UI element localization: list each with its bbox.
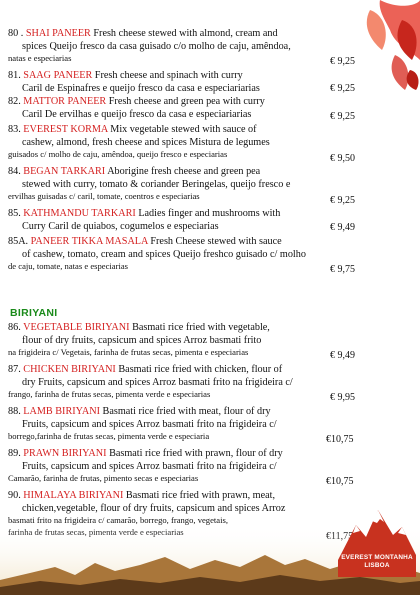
menu-item-number: 85. (8, 208, 21, 219)
menu-item-name: MATTOR PANEER (23, 96, 107, 107)
menu-item-name: EVEREST KORMA (23, 124, 108, 135)
menu-item-price: € 9,75 (330, 264, 355, 275)
menu-item-title-line (8, 28, 278, 40)
menu-item-number: 89. (8, 448, 21, 459)
menu-item-description-line: borrego,farinha de frutas secas, pimenta verde e especiaria (8, 431, 210, 441)
logo-text (340, 554, 414, 570)
menu-item-description: Fresh Cheese stewed with sauce (150, 236, 282, 247)
menu-item-description-line: chicken,vegetable, flour of dry fruits, capsicum and spices Arroz (22, 503, 286, 514)
menu-item-description: Ladies finger and mushrooms with (138, 208, 281, 219)
menu-item-description: Mix vegetable stewed with sauce of (110, 124, 257, 135)
menu-item-name: SAAG PANEER (23, 70, 93, 81)
menu-item-description: Basmati rice fried with prawn, flour of dry (109, 448, 283, 459)
menu-item-name: VEGETABLE BIRIYANI (23, 322, 130, 333)
menu-item-name: CHICKEN BIRIYANI (23, 364, 116, 375)
menu-item-title-line (8, 364, 282, 376)
menu-item-number: 90. (8, 490, 21, 501)
menu-item-name: SHAI PANEER (25, 28, 91, 39)
menu-item-name: PANEER TIKKA MASALA (30, 236, 148, 247)
menu-item-price: € 9,25 (330, 195, 355, 206)
menu-item-description: Basmati rice fried with meat, flour of dry (102, 406, 271, 417)
menu-item-title-line (8, 490, 275, 502)
menu-item-description-line: spices Queijo fresco da casa guisado c/o molho de caju, amêndoa, (22, 41, 291, 52)
section-title-biriyani: BIRIYANI (10, 307, 58, 319)
menu-item-number: 88. (8, 406, 21, 417)
menu-item-title-line (8, 96, 265, 108)
menu-item-title-line (8, 406, 271, 418)
menu-item-name: LAMB BIRIYANI (23, 406, 100, 417)
menu-item-title-line (8, 166, 260, 178)
menu-item-description-line: Fruits, capsicum and spices Arroz basmati frito na frigideira c/ (22, 461, 277, 472)
menu-item-title-line (8, 70, 243, 82)
menu-item-title-line (8, 208, 280, 220)
menu-item-description-line: Curry Caril de quiabos, cogumelos e especiarias (22, 221, 219, 232)
menu-item-description-line: na frigideira c/ Vegetais, farinha de frutas secas, pimenta e especiarias (8, 347, 249, 357)
menu-item-price: € 9,25 (330, 83, 355, 94)
menu-item-number: 84. (8, 166, 21, 177)
menu-item-title-line (8, 236, 282, 248)
menu-item-description-line: stewed with curry, tomato & coriander Beringelas, queijo fresco e (22, 179, 291, 190)
menu-item-price: € 9,95 (330, 392, 355, 403)
menu-item-description: Fresh cheese and spinach with curry (94, 70, 243, 81)
menu-item-name: HIMALAYA BIRIYANI (23, 490, 124, 501)
menu-item-number: 81. (8, 70, 21, 81)
menu-item-description-line: frango, farinha de frutas secas, pimenta verde e especiarias (8, 389, 211, 399)
menu-item-description-line: natas e especiarias (8, 53, 72, 63)
menu-item-description: Basmati rice fried with vegetable, (132, 322, 270, 333)
menu-item-title-line (8, 448, 283, 460)
logo-line-1: EVEREST MONTANHA (341, 554, 413, 561)
menu-item-price: € 9,25 (330, 56, 355, 67)
menu-item-number: 80 . (8, 28, 24, 39)
menu-item-price: € 9,49 (330, 350, 355, 361)
menu-item-title-line (8, 124, 257, 136)
menu-item-description-line: de caju, tomate, natas e especiarias (8, 261, 129, 271)
menu-item-price: € 9,50 (330, 153, 355, 164)
menu-item-description: Fresh cheese and green pea with curry (108, 96, 265, 107)
menu-item-number: 82. (8, 96, 21, 107)
menu-item-name: BEGAN TARKARI (23, 166, 106, 177)
menu-item-price: € 9,49 (330, 222, 355, 233)
menu-item-name: PRAWN BIRIYANI (23, 448, 107, 459)
menu-item-description-line: ervilhas guisadas c/ caril, tomate, coentros e especiarias (8, 191, 200, 201)
menu-item-title-line (8, 322, 270, 334)
menu-item-name: KATHMANDU TARKARI (23, 208, 136, 219)
menu-item-description: Basmati rice fried with prawn, meat, (125, 490, 276, 501)
menu-item-number: 83. (8, 124, 21, 135)
menu-item-description-line: cashew, almond, fresh cheese and spices Mistura de legumes (22, 137, 270, 148)
menu-item-description-line: of cashew, tomato, cream and spices Queijo freshco guisado c/ molho (22, 249, 306, 260)
menu-item-description-line: Camarão, farinha de frutas, pimento secas e especiarias (8, 473, 199, 483)
menu-item-price: €10,75 (326, 434, 354, 445)
logo-line-2: LISBOA (364, 562, 390, 569)
menu-item-number: 85A. (8, 236, 29, 247)
menu-item-description: Aborigine fresh cheese and green pea (107, 166, 261, 177)
menu-item-number: 87. (8, 364, 21, 375)
menu-item-description-line: flour of dry fruits, capsicum and spices Arroz basmati frito (22, 335, 262, 346)
menu-item-description-line: Caril de Espinafres e queijo fresco da casa e especiariarias (22, 83, 260, 94)
menu-item-description: Basmati rice fried with chicken, flour of (118, 364, 283, 375)
menu-item-price: € 9,25 (330, 111, 355, 122)
leaves-decoration (340, 0, 420, 90)
menu-item-description-line: Fruits, capsicum and spices Arroz basmati frito na frigideira c/ (22, 419, 277, 430)
menu-item-description-line: Caril De ervilhas e queijo fresco da casa e especiariarias (22, 109, 252, 120)
menu-item-price: €10,75 (326, 476, 354, 487)
menu-item-description-line: guisados c/ molho de caju, amêndoa, queijo fresco e especiarias (8, 149, 228, 159)
menu-item-number: 86. (8, 322, 21, 333)
menu-item-description-line: basmati frito na frigideira c/ camarão, borrego, frango, vegetais, (8, 515, 229, 525)
menu-item-description-line: dry Fruits, capsicum and spices Arroz basmati frito na frigideira c/ (22, 377, 293, 388)
menu-item-description: Fresh cheese stewed with almond, cream and (93, 28, 278, 39)
